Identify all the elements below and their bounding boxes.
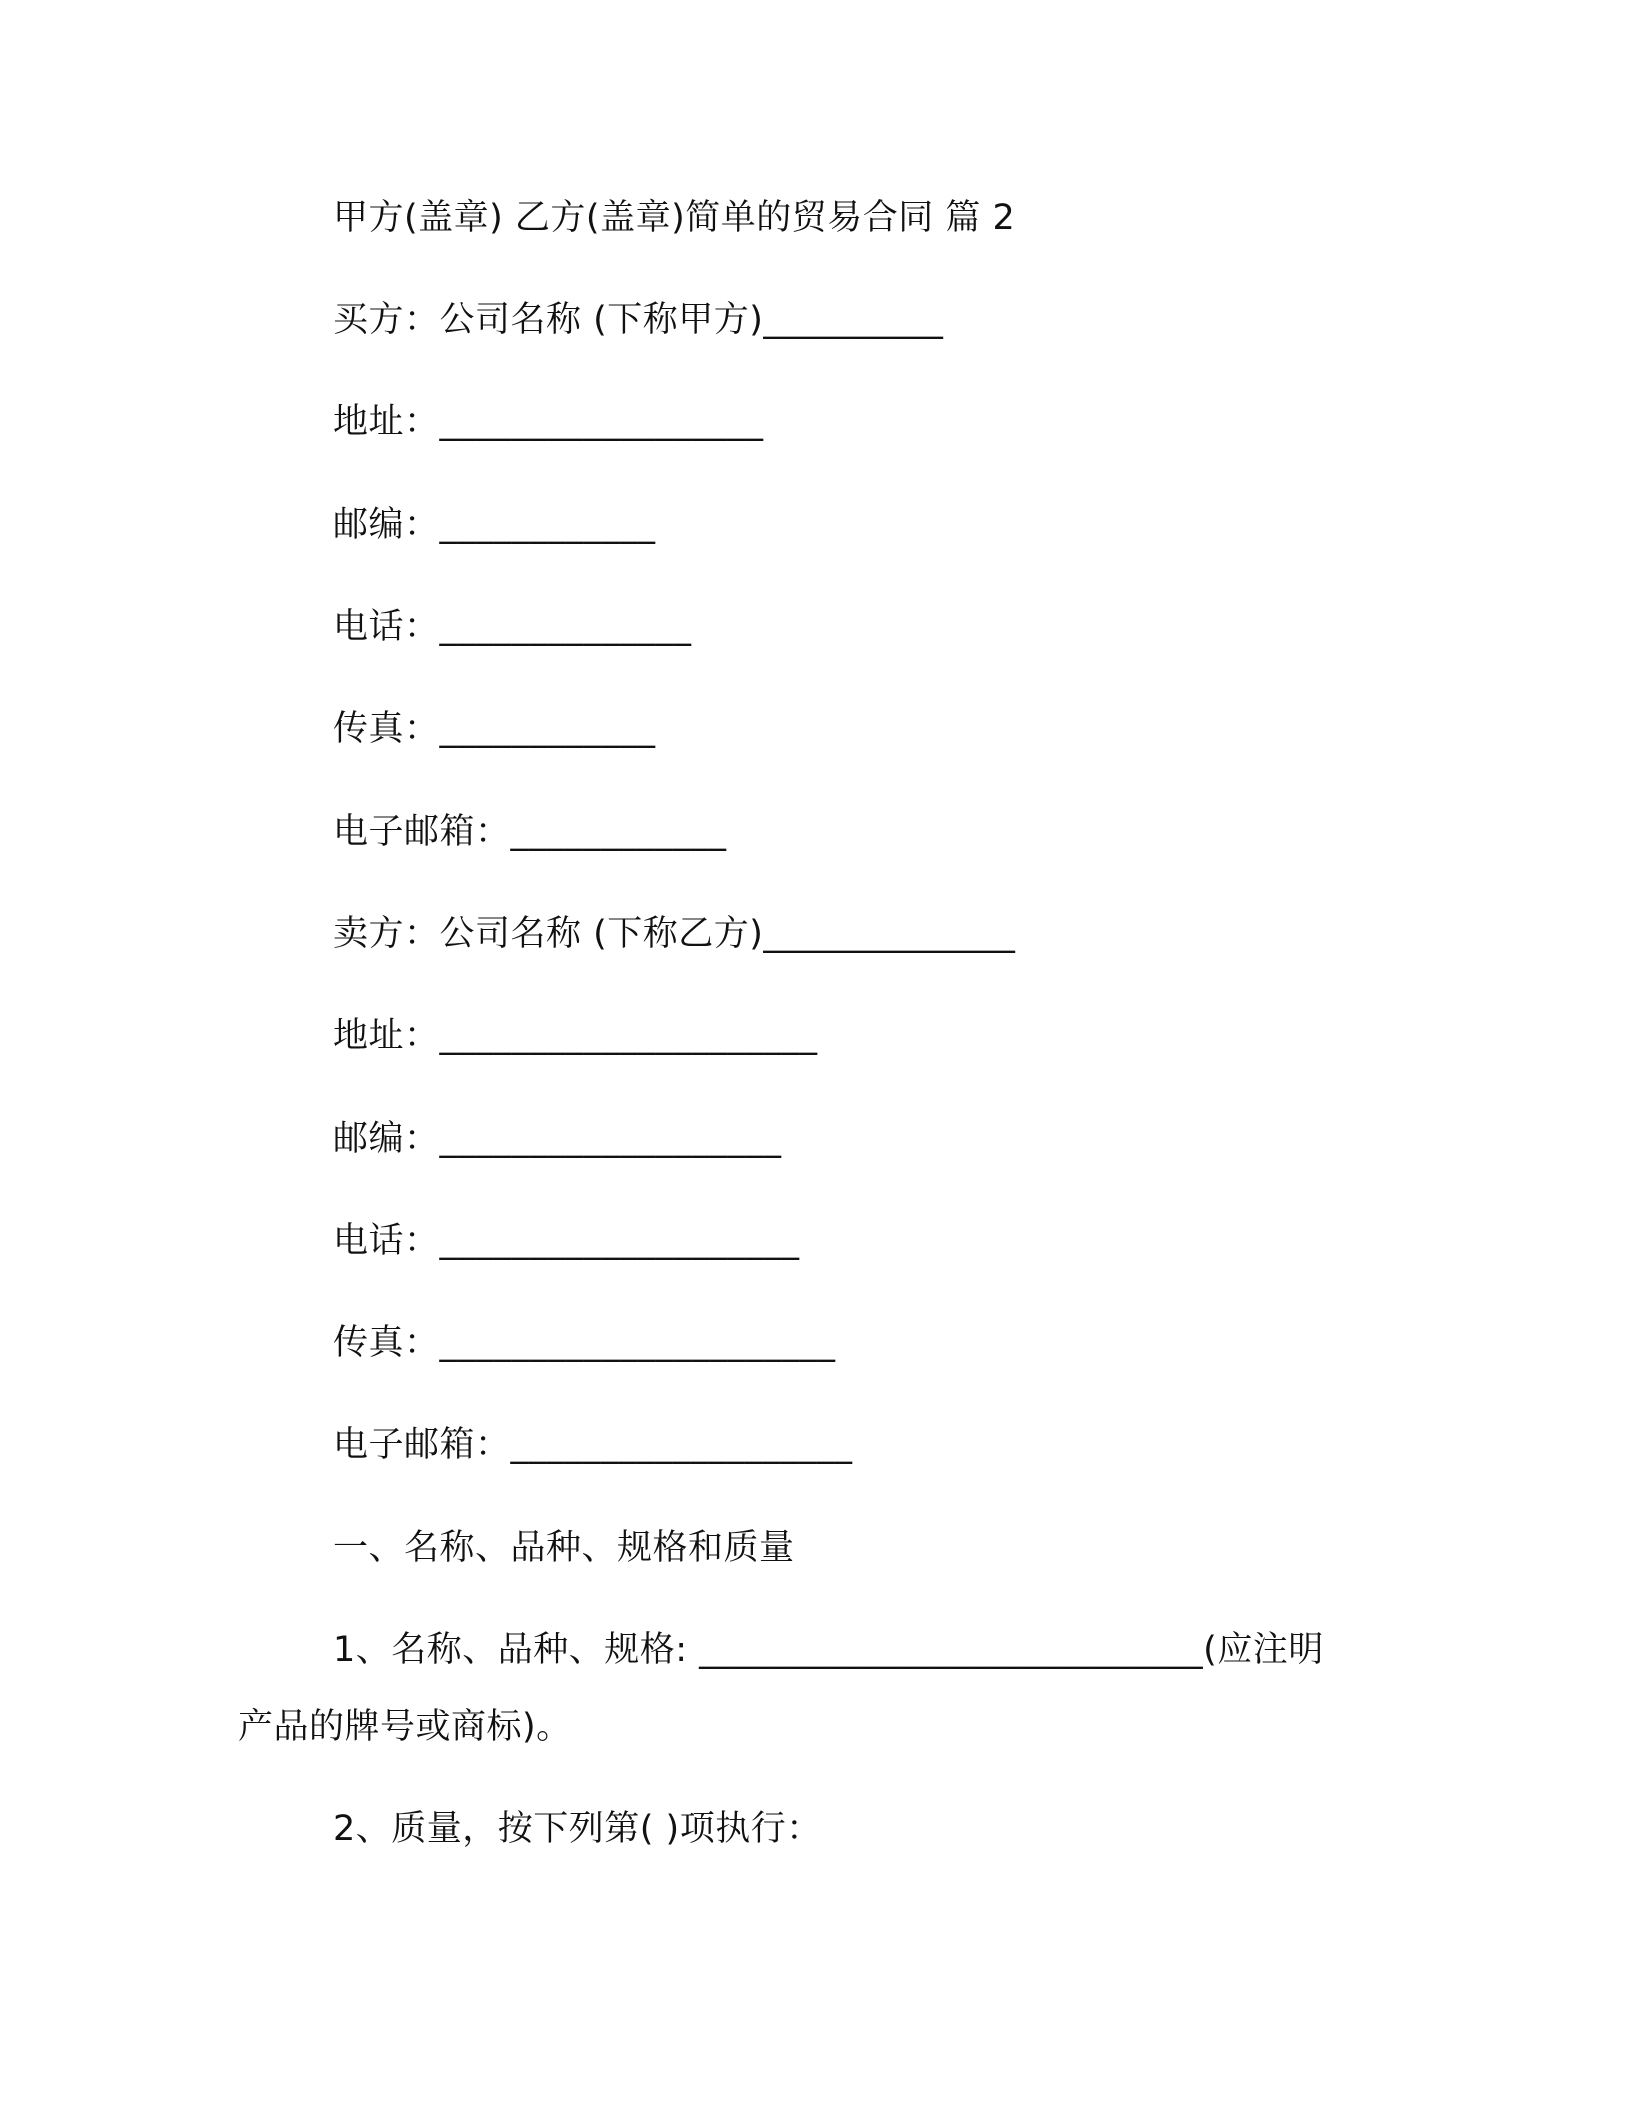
buyer-postcode-line: 邮编：____________ bbox=[333, 505, 656, 545]
seller-fax-line: 传真：______________________ bbox=[333, 1323, 836, 1363]
section-one-item1-line1: 1、名称、品种、规格: ____________________________(应注明 bbox=[333, 1630, 1324, 1670]
seller-company-line: 卖方：公司名称 (下称乙方)______________ bbox=[333, 914, 1016, 954]
seller-address-line: 地址：_____________________ bbox=[333, 1016, 818, 1056]
buyer-company-line: 买方：公司名称 (下称甲方)__________ bbox=[333, 300, 944, 340]
section-one-title: 一、名称、品种、规格和质量 bbox=[333, 1528, 795, 1568]
buyer-address-line: 地址：__________________ bbox=[333, 402, 764, 442]
seller-phone-line: 电话：____________________ bbox=[333, 1221, 800, 1261]
seller-postcode-line: 邮编：___________________ bbox=[333, 1119, 782, 1159]
buyer-fax-line: 传真：____________ bbox=[333, 709, 656, 749]
buyer-email-line: 电子邮箱：____________ bbox=[333, 812, 727, 852]
section-one-item1-line2: 产品的牌号或商标)。 bbox=[238, 1707, 572, 1747]
section-one-item2: 2、质量，按下列第( )项执行： bbox=[333, 1809, 822, 1849]
document-heading: 甲方(盖章) 乙方(盖章)简单的贸易合同 篇 2 bbox=[333, 198, 1016, 238]
buyer-phone-line: 电话：______________ bbox=[333, 607, 692, 647]
seller-email-line: 电子邮箱：___________________ bbox=[333, 1425, 853, 1465]
